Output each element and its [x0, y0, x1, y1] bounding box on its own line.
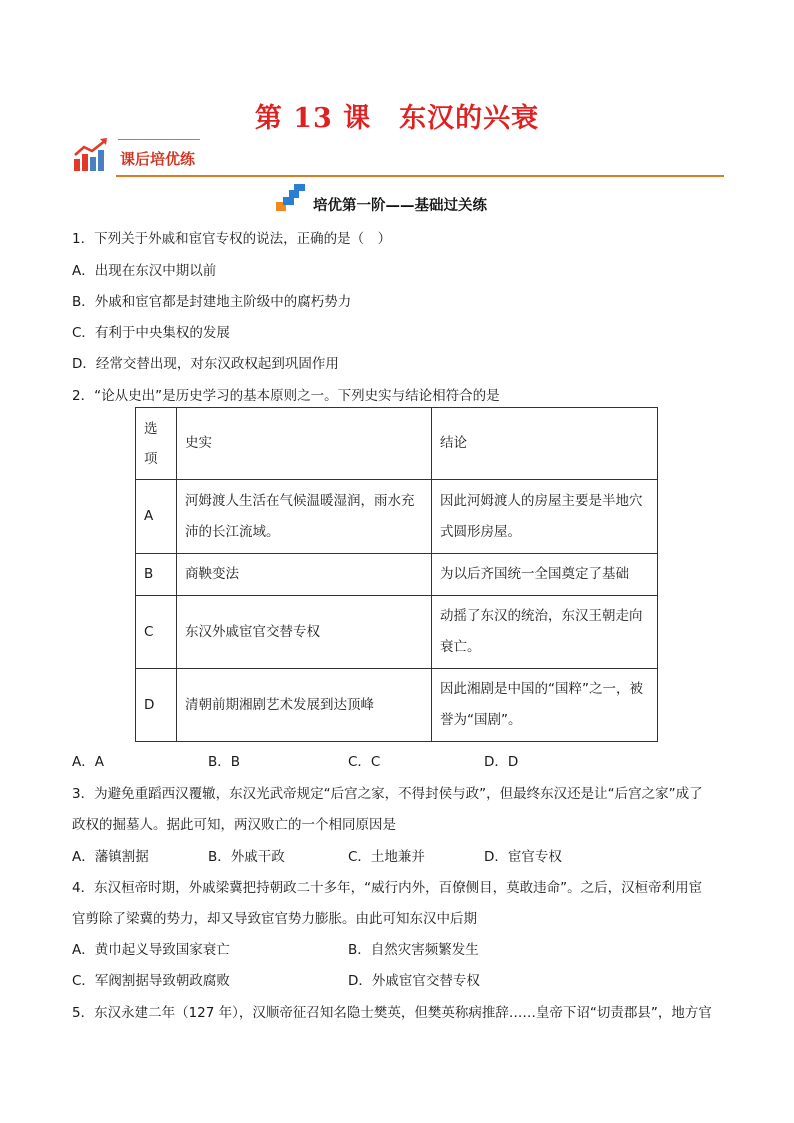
table-header-conclusion: 结论	[432, 408, 658, 480]
table-cell-fact: 东汉外戚宦官交替专权	[177, 596, 432, 669]
section-header	[72, 135, 724, 179]
question-4-options-row-1	[72, 938, 479, 958]
table-cell-fact: 河姆渡人生活在气候温暖湿润，雨水充沛的长江流域。	[177, 480, 432, 554]
question-3-stem-line-1: 3．为避免重蹈西汉覆辙，东汉光武帝规定“后宫之家，不得封侯与政”，但最终东汉还是让“后宫之家”成了	[72, 786, 703, 802]
table-cell-conclusion: 为以后齐国统一全国奠定了基础	[432, 554, 658, 596]
question-3-option-d: D．宦官专权	[484, 849, 562, 865]
question-4-option-d: D．外戚宦官交替专权	[348, 973, 480, 989]
question-1-stem: 1．下列关于外戚和宦官专权的说法，正确的是（ ）	[72, 231, 392, 247]
table-header-fact: 史实	[177, 408, 432, 480]
question-1-option-c: C．有利于中央集权的发展	[72, 325, 230, 341]
section-label: 培优第一阶——基础过关练	[313, 198, 487, 214]
table-cell-conclusion: 因此河姆渡人的房屋主要是半地穴式圆形房屋。	[432, 480, 658, 554]
table-row	[136, 596, 658, 669]
table-cell-option: A	[136, 480, 177, 554]
question-1-option-b: B．外戚和宦官都是封建地主阶级中的腐朽势力	[72, 294, 352, 310]
question-4-option-a: A．黄巾起义导致国家衰亡	[72, 942, 230, 958]
page-title: 第 13 课 东汉的兴衰	[254, 103, 540, 134]
table-cell-fact: 商鞅变法	[177, 554, 432, 596]
question-1-option-a: A．出现在东汉中期以前	[72, 263, 217, 279]
question-4-stem-line-2: 官剪除了梁冀的势力，却又导致宦官势力膨胀。由此可知东汉中后期	[72, 911, 477, 927]
question-2-table	[135, 407, 658, 742]
table-cell-conclusion: 因此湘剧是中国的“国粹”之一，被誉为“国剧”。	[432, 669, 658, 742]
question-2-option-a: A．A	[72, 754, 104, 770]
header-top-rule	[118, 139, 200, 140]
table-row	[136, 554, 658, 596]
table-cell-option: B	[136, 554, 177, 596]
growth-chart-icon	[72, 137, 112, 173]
table-cell-conclusion: 动摇了东汉的统治，东汉王朝走向衰亡。	[432, 596, 658, 669]
question-4-stem-line-1: 4．东汉桓帝时期，外戚梁冀把持朝政二十多年，“威行内外，百僚侧目，莫敢违命”。之后，汉桓帝利用宦	[72, 880, 703, 896]
table-cell-option: D	[136, 669, 177, 742]
question-2-option-d: D．D	[484, 754, 519, 770]
table-header-row	[136, 408, 658, 480]
question-2-options	[72, 750, 518, 770]
question-3-stem-line-2: 政权的掘墓人。据此可知，两汉败亡的一个相同原因是	[72, 817, 396, 833]
question-2-option-c: C．C	[348, 754, 381, 770]
header-label: 课后培优练	[120, 150, 196, 168]
question-4-option-b: B．自然灾害频繁发生	[348, 942, 479, 958]
question-2-stem: 2．“论从史出”是历史学习的基本原则之一。下列史实与结论相符合的是	[72, 388, 500, 404]
question-4-options-row-2	[72, 969, 480, 989]
question-1-option-d: D．经常交替出现，对东汉政权起到巩固作用	[72, 356, 339, 372]
question-3-option-c: C．土地兼并	[348, 849, 425, 865]
question-3-options	[72, 845, 562, 865]
header-rule	[116, 175, 724, 177]
question-3-option-a: A．藩镇割据	[72, 849, 149, 865]
question-4-option-c: C．军阀割据导致朝政腐败	[72, 973, 230, 989]
table-cell-fact: 清朝前期湘剧艺术发展到达顶峰	[177, 669, 432, 742]
table-header-option: 选项	[136, 408, 177, 480]
table-row	[136, 480, 658, 554]
question-5-stem-line-1: 5．东汉永建二年（127 年），汉顺帝征召知名隐士樊英，但樊英称病推辞……皇帝下诏“切责郡县”，地方官	[72, 1005, 712, 1021]
table-row	[136, 669, 658, 742]
question-3-option-b: B．外戚干政	[208, 849, 285, 865]
steps-icon	[275, 184, 307, 212]
table-cell-option: C	[136, 596, 177, 669]
question-2-option-b: B．B	[208, 754, 241, 770]
